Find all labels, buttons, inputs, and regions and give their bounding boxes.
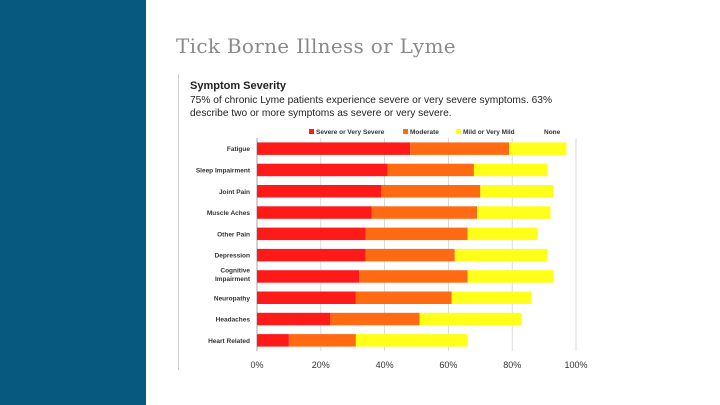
legend-label: Severe or Very Severe (316, 129, 385, 136)
bar-segment (509, 142, 566, 155)
bar-segment (257, 206, 372, 219)
bar-segment (330, 313, 419, 326)
slide-title: Tick Borne Illness or Lyme (176, 34, 456, 58)
legend-label: Moderate (410, 129, 439, 136)
bar-segment (356, 292, 452, 305)
bar-segment (257, 292, 356, 305)
bar-segment (257, 228, 365, 241)
bar-segment (365, 228, 467, 241)
bar-segment (410, 142, 509, 155)
bar-segment (468, 228, 538, 241)
bar-segment (257, 185, 381, 198)
bar-segment (477, 206, 550, 219)
bar-segment (372, 206, 477, 219)
x-tick-label: 100% (564, 360, 588, 370)
bar-segment (356, 334, 468, 347)
category-label: Impairment (214, 275, 250, 283)
bar-segment (257, 270, 359, 283)
category-label: Muscle Aches (206, 210, 250, 218)
bar-segment (257, 249, 365, 262)
category-label: Headaches (215, 316, 250, 324)
category-label: Fatigue (226, 146, 250, 154)
bar-segment (257, 142, 410, 155)
x-tick-label: 60% (439, 360, 458, 370)
legend-swatch (309, 129, 314, 134)
bar-segment (289, 334, 356, 347)
category-label: Other Pain (217, 231, 250, 239)
chart-title: Symptom Severity (190, 80, 286, 92)
bar-segment (455, 249, 548, 262)
bar-segment (381, 185, 480, 198)
legend-label: Mild or Very Mild (463, 129, 515, 136)
bar-segment (365, 249, 454, 262)
legend-label: None (544, 129, 561, 136)
category-label: Sleep Impairment (195, 167, 250, 175)
bar-segment (474, 164, 547, 177)
category-label: Joint Pain (218, 188, 250, 196)
bar-segment (257, 164, 388, 177)
bar-segment (480, 185, 553, 198)
legend-swatch (456, 129, 461, 134)
bar-segment (257, 313, 330, 326)
bar-segment (388, 164, 474, 177)
legend-swatch (403, 129, 408, 134)
x-tick-label: 20% (311, 360, 330, 370)
x-tick-label: 80% (503, 360, 522, 370)
x-tick-label: 40% (375, 360, 394, 370)
category-label: Heart Related (208, 337, 250, 345)
bar-segment (452, 292, 532, 305)
bar-segment (359, 270, 467, 283)
category-label: Cognitive (220, 267, 250, 275)
bar-segment (468, 270, 554, 283)
category-label: Neuropathy (213, 295, 250, 303)
bar-segment (420, 313, 522, 326)
bar-segment (257, 334, 289, 347)
x-tick-label: 0% (250, 360, 264, 370)
chart-subtitle: 75% of chronic Lyme patients experience severe or very severe symptoms. 63% describe two or more symptoms as severe or very severe. (190, 95, 553, 119)
category-label: Depression (214, 252, 250, 260)
